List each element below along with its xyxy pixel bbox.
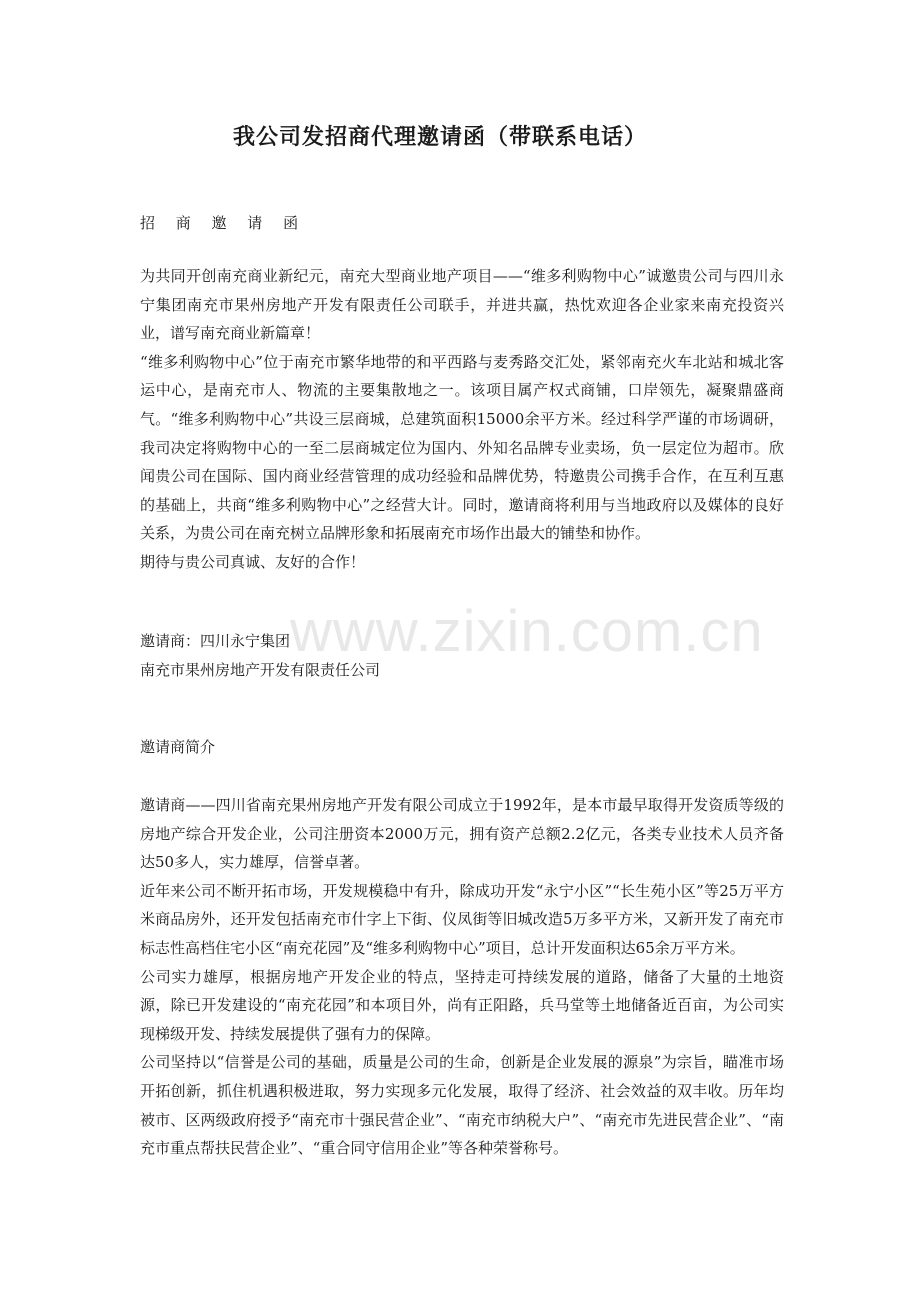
- section-heading-invitation: 招 商 邀 请 函: [140, 214, 307, 232]
- invitation-body: [140, 262, 784, 577]
- inviter-line: 邀请商：四川永宁集团: [140, 632, 291, 650]
- profile-paragraph: 公司坚持以“信誉是公司的基础，质量是公司的生命，创新是企业发展的源泉”为宗旨，瞄准市场开拓创新，抓住机遇积极进取，努力实现多元化发展，取得了经济、社会效益的双丰收。历年均被市、区两级政府授予“南充市十强民营企业”、“南充市纳税大户”、“南充市先进民营企业”、“南充市重点帮扶民营企业”、“重合同守信用企业”等各种荣誉称号。: [140, 1053, 784, 1158]
- invitation-paragraph: 为共同开创南充商业新纪元，南充大型商业地产项目——“维多利购物中心”诚邀贵公司与四川永宁集团南充市果州房地产开发有限责任公司联手，并进共赢，热忱欢迎各企业家来南充投资兴业，谱写南充商业新篇章！: [140, 267, 784, 343]
- section-heading-profile: [140, 733, 784, 762]
- profile-heading: 邀请商简介: [140, 738, 216, 756]
- profile-paragraph: 邀请商——四川省南充果州房地产开发有限公司成立于1992年，是本市最早取得开发资质等级的房地产综合开发企业，公司注册资本2000万元，拥有资产总额2.2亿元，各类专业技术人员齐备达50多人，实力雄厚，信誉卓著。: [140, 796, 784, 872]
- profile-paragraph: 公司实力雄厚，根据房地产开发企业的特点，坚持走可持续发展的道路，储备了大量的土地资源，除已开发建设的“南充花园”和本项目外，尚有正阳路，兵马堂等土地储备近百亩，为公司实现梯级开发、持续发展提供了强有力的保障。: [140, 967, 784, 1043]
- profile-paragraph: 近年来公司不断开拓市场，开发规模稳中有升，除成功开发“永宁小区”“长生苑小区”等25万平方米商品房外，还开发包括南充市什字上下街、仪凤街等旧城改造5万多平方米，又新开发了南充市标志性高档住宅小区“南充花园”及“维多利购物中心”项目，总计开发面积达65余万平方米。: [140, 881, 784, 957]
- document-title: 我公司发招商代理邀请函（带联系电话）: [232, 124, 647, 150]
- site-watermark: www.zixin.com.cn: [290, 599, 764, 664]
- invitation-paragraph: 期待与贵公司真诚、友好的合作！: [140, 552, 366, 571]
- inviter-signature: [140, 627, 784, 684]
- invitation-paragraph: “维多利购物中心”位于南充市繁华地带的和平西路与麦秀路交汇处，紧邻南充火车北站和城北客运中心，是南充市人、物流的主要集散地之一。该项目属产权式商铺，口岸领先，凝聚鼎盛商气。“维多利购物中心”共设三层商城，总建筑面积15000余平方米。经过科学严谨的市场调研，我司决定将购物中心的一至二层商城定位为国内、外知名品牌专业卖场，负一层定位为超市。欣闻贵公司在国际、国内商业经营管理的成功经验和品牌优势，特邀贵公司携手合作，在互利互惠的基础上，共商“维多利购物中心”之经营大计。同时，邀请商将利用与当地政府以及媒体的良好关系，为贵公司在南充树立品牌形象和拓展南充市场作出最大的铺垫和协作。: [140, 352, 784, 543]
- inviter-company-line: 南充市果州房地产开发有限责任公司: [140, 660, 381, 679]
- profile-body: [140, 791, 784, 1163]
